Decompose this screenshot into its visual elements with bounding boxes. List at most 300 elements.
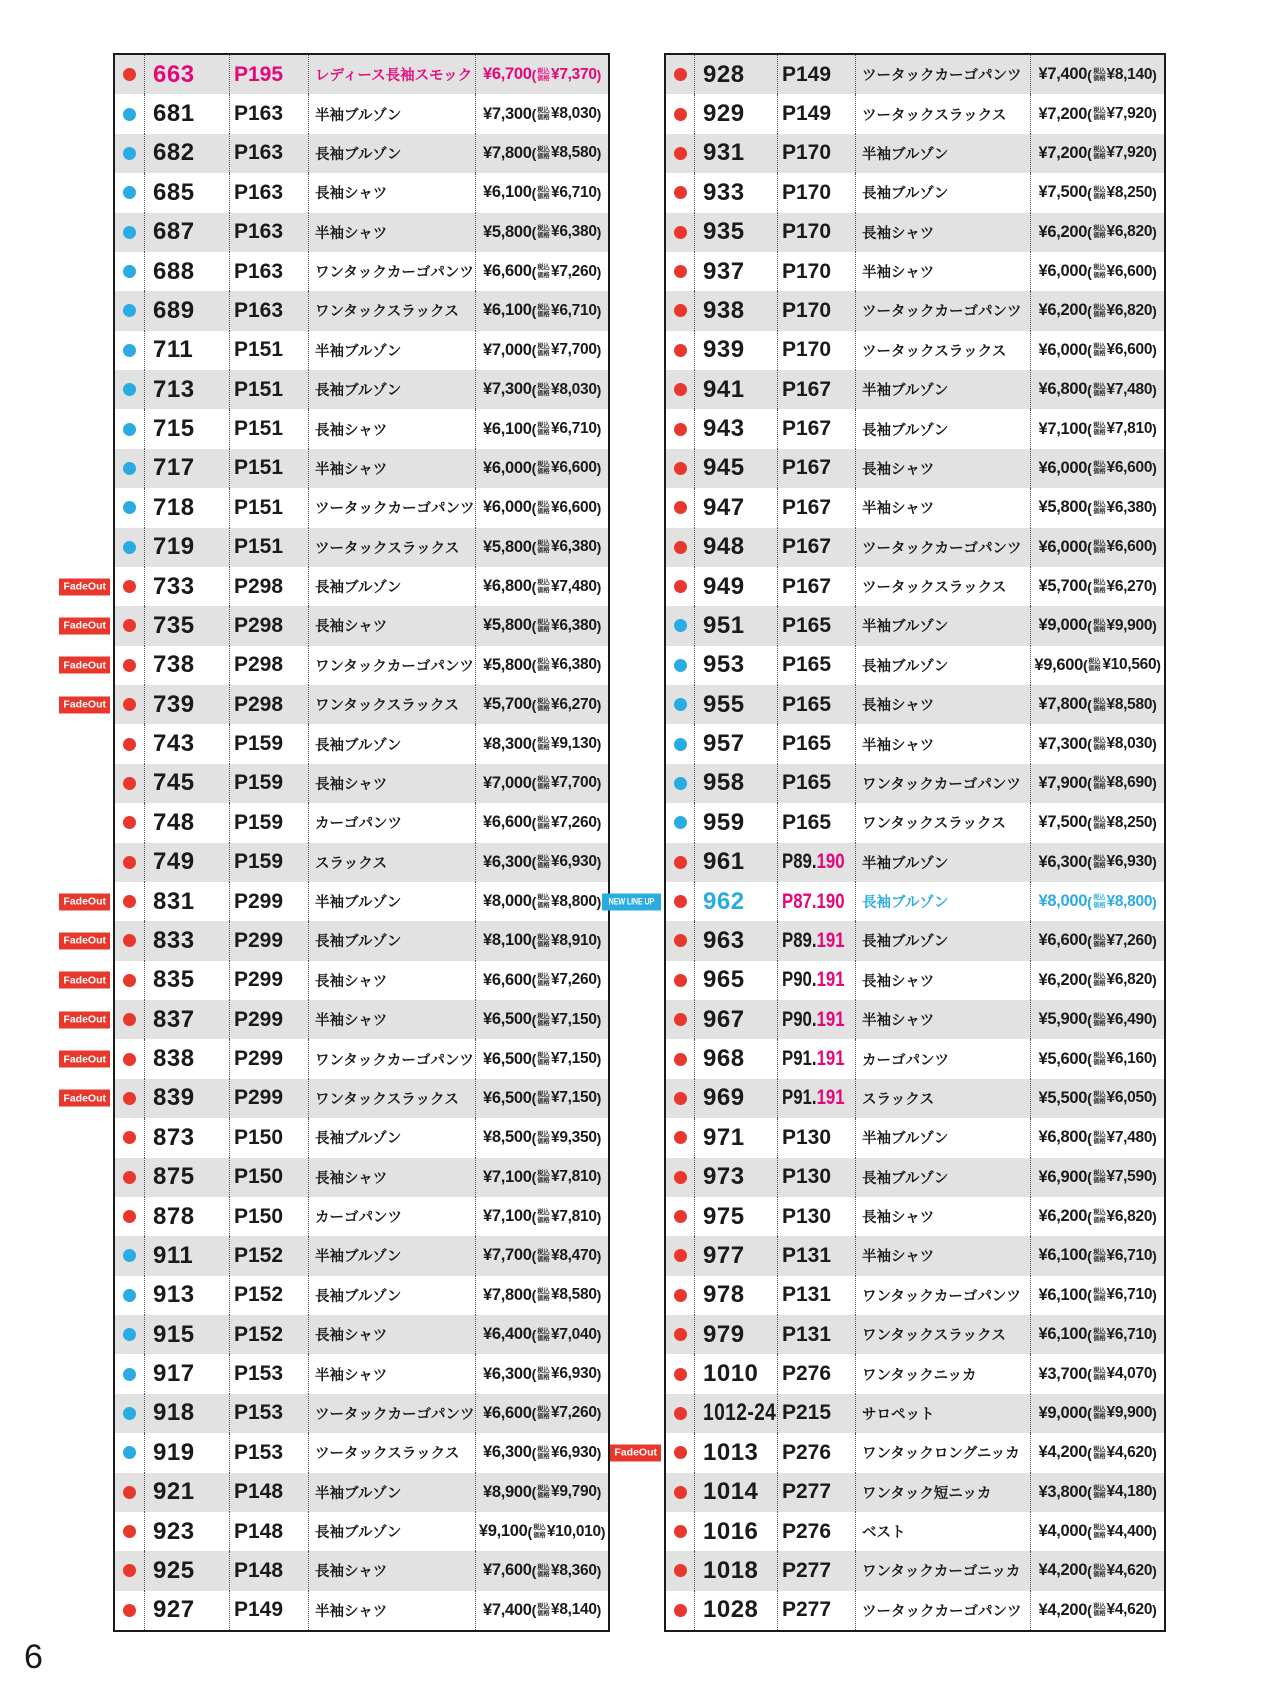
page-ref-text — [234, 260, 283, 284]
tax-label-line2: 価格 — [1092, 704, 1106, 712]
product-name: スラックス — [308, 843, 475, 882]
open-paren: ( — [1087, 224, 1092, 241]
open-paren: ( — [1087, 932, 1092, 949]
page-ref — [777, 291, 855, 330]
table-row — [115, 1236, 608, 1275]
price-cell — [1030, 1276, 1164, 1315]
price-tax-included: ¥8,800 — [1106, 892, 1153, 910]
close-paren: ) — [1152, 421, 1157, 438]
tax-label-line1: 税込 — [537, 1012, 550, 1020]
price-main: ¥9,600 — [1034, 655, 1083, 674]
tax-label-line2: 価格 — [537, 192, 550, 200]
price-main: ¥4,200 — [1038, 1443, 1088, 1462]
tax-included-label — [1093, 264, 1105, 278]
tax-label-line2: 価格 — [1092, 586, 1106, 594]
red-dot-icon — [123, 1131, 136, 1144]
open-paren: ( — [1087, 814, 1092, 831]
price-main: ¥7,100 — [1038, 419, 1088, 438]
price-cell — [1030, 1394, 1164, 1433]
product-number-text: 685 — [153, 178, 195, 206]
tax-label-line1: 税込 — [1092, 697, 1106, 705]
blue-dot-icon — [123, 1249, 136, 1262]
page-ref-main: P298 — [234, 692, 284, 716]
page-ref-main: P130 — [782, 1165, 832, 1189]
page-ref-main: P167 — [782, 574, 832, 598]
page-ref — [229, 134, 308, 173]
page-ref-text — [782, 1598, 831, 1622]
tax-label-line1: 税込 — [537, 1130, 550, 1138]
red-dot-icon — [674, 580, 687, 593]
dot-cell — [115, 134, 144, 173]
price-main: ¥6,800 — [1038, 1128, 1088, 1147]
tax-label-line1: 税込 — [1092, 736, 1106, 744]
page-ref — [229, 1551, 308, 1590]
page-ref-text — [234, 1559, 283, 1583]
product-name: 長袖ブルゾン — [308, 134, 475, 173]
tax-label-line1: 税込 — [537, 303, 550, 311]
price-cell — [475, 528, 608, 567]
close-paren: ) — [1152, 1247, 1157, 1264]
product-number-text: 878 — [153, 1202, 195, 1230]
price-tax-included: ¥7,260 — [551, 813, 597, 831]
price-tax-included: ¥6,820 — [1106, 301, 1153, 319]
page-ref-main: P151 — [234, 417, 284, 441]
dot-cell — [115, 1551, 144, 1590]
table-row — [115, 1315, 608, 1354]
page-ref — [777, 961, 855, 1000]
page-ref — [777, 724, 855, 763]
blue-dot-icon — [674, 738, 687, 751]
page-ref-main: P276 — [782, 1440, 832, 1464]
open-paren: ( — [1087, 893, 1092, 910]
page-ref-text — [782, 850, 845, 874]
close-paren: ) — [1152, 578, 1157, 595]
close-paren: ) — [596, 381, 602, 398]
price-main: ¥7,300 — [482, 380, 532, 399]
page-ref — [229, 488, 308, 527]
price-main: ¥5,800 — [482, 616, 532, 635]
tax-label-line1: 税込 — [1092, 1445, 1106, 1453]
open-paren: ( — [531, 1247, 537, 1264]
price-main: ¥6,000 — [482, 458, 532, 477]
page-ref-text — [234, 850, 283, 874]
dot-cell — [666, 1354, 694, 1393]
blue-dot-icon — [123, 1446, 136, 1459]
price-cell — [1030, 646, 1164, 685]
table-row — [666, 1000, 1164, 1039]
table-row — [666, 1118, 1164, 1157]
price-cell — [1030, 1315, 1164, 1354]
price-main: ¥6,500 — [482, 1088, 532, 1107]
page-ref-main: P163 — [234, 180, 284, 204]
price-main: ¥6,300 — [482, 1443, 532, 1462]
product-name: ツータックスラックス — [855, 331, 1030, 370]
table-row — [63, 1039, 608, 1078]
tax-label-line1: 税込 — [1092, 303, 1106, 311]
red-dot-icon — [123, 1486, 136, 1499]
price-tax-included: ¥8,140 — [1106, 65, 1153, 83]
close-paren: ) — [1152, 1562, 1157, 1579]
price-tax-included: ¥6,710 — [551, 183, 597, 201]
price-tax-included: ¥6,930 — [1106, 853, 1153, 871]
tax-included-label — [1093, 737, 1105, 751]
page-ref-text — [782, 496, 831, 520]
product-name: ツータックスラックス — [308, 1433, 475, 1472]
close-paren: ) — [596, 342, 602, 359]
fadeout-badge — [59, 1051, 110, 1068]
tax-included-label — [1093, 1249, 1105, 1263]
product-name: 長袖ブルゾン — [308, 370, 475, 409]
product-number-text: 918 — [153, 1399, 195, 1427]
close-paren: ) — [1152, 854, 1157, 871]
page-ref — [777, 882, 855, 921]
tax-included-label — [1093, 501, 1105, 515]
open-paren: ( — [1087, 578, 1092, 595]
badge-label: FadeOut — [63, 1053, 106, 1066]
tax-label-line2: 価格 — [1092, 350, 1106, 358]
page-ref-text — [782, 1283, 831, 1307]
table-row — [666, 843, 1164, 882]
close-paren: ) — [1152, 66, 1157, 83]
dot-cell — [115, 213, 144, 252]
open-paren: ( — [1087, 302, 1092, 319]
price-main: ¥6,400 — [482, 1325, 532, 1344]
page-ref-main: P277 — [782, 1598, 832, 1622]
price-main: ¥6,200 — [1038, 301, 1088, 320]
dot-cell — [115, 1118, 144, 1157]
table-row — [63, 1079, 608, 1118]
table-row — [666, 567, 1164, 606]
page-ref — [229, 1433, 308, 1472]
page-ref — [229, 1473, 308, 1512]
page-ref-text — [782, 1205, 831, 1229]
dot-cell — [666, 724, 694, 763]
price-tax-included: ¥7,260 — [551, 971, 597, 989]
price-main: ¥6,800 — [1038, 380, 1088, 399]
tax-label-line2: 価格 — [537, 1610, 550, 1618]
price-main: ¥6,000 — [1038, 340, 1088, 359]
tax-label-line1: 税込 — [1092, 146, 1106, 154]
page-ref — [777, 1433, 855, 1472]
open-paren: ( — [531, 1366, 537, 1383]
page-ref-text — [234, 1441, 283, 1465]
open-paren: ( — [1087, 1287, 1092, 1304]
product-number-text: 713 — [153, 375, 195, 403]
product-number — [144, 1551, 229, 1590]
price-main: ¥8,100 — [482, 931, 532, 950]
open-paren: ( — [1087, 1484, 1092, 1501]
tax-label-line2: 価格 — [537, 1452, 550, 1460]
price-cell — [475, 1000, 608, 1039]
close-paren: ) — [596, 1169, 602, 1186]
product-number-text: 962 — [703, 887, 745, 915]
price-tax-included: ¥7,920 — [1106, 144, 1153, 162]
dot-cell — [115, 843, 144, 882]
tax-label-line2: 価格 — [537, 1177, 550, 1185]
price-cell — [1030, 1354, 1164, 1393]
tax-label-line1: 税込 — [1092, 894, 1106, 902]
page-ref — [777, 55, 855, 94]
product-number — [694, 1512, 777, 1551]
close-paren: ) — [596, 106, 602, 123]
product-number — [694, 1158, 777, 1197]
close-paren: ) — [596, 696, 602, 713]
page-ref — [229, 1197, 308, 1236]
product-number-text: 935 — [703, 218, 745, 246]
table-row — [115, 409, 608, 448]
blue-dot-icon — [123, 541, 136, 554]
page-ref — [777, 843, 855, 882]
product-number-text: 873 — [153, 1123, 195, 1151]
product-number — [694, 291, 777, 330]
tax-label-line1: 税込 — [1092, 776, 1106, 784]
tax-label-line2: 価格 — [1092, 547, 1106, 555]
red-dot-icon — [674, 856, 687, 869]
dot-cell — [666, 567, 694, 606]
price-tax-included: ¥6,160 — [1106, 1050, 1153, 1068]
tax-included-label — [537, 1170, 549, 1184]
page-ref-text — [782, 614, 831, 638]
table-row — [63, 1000, 608, 1039]
close-paren: ) — [1152, 1011, 1157, 1028]
price-tax-included: ¥6,270 — [1106, 577, 1153, 595]
red-dot-icon — [674, 226, 687, 239]
page-ref-text — [234, 141, 283, 165]
page-ref-main: P159 — [234, 732, 284, 756]
price-cell — [475, 1079, 608, 1118]
price-cell — [1030, 1591, 1164, 1630]
dot-cell — [666, 1394, 694, 1433]
tax-included-label — [537, 461, 549, 475]
price-tax-included: ¥6,600 — [1106, 262, 1153, 280]
product-number-text: 977 — [703, 1241, 745, 1269]
open-paren: ( — [531, 381, 537, 398]
close-paren: ) — [1152, 696, 1157, 713]
page-ref-text — [234, 1126, 283, 1150]
dot-cell — [115, 409, 144, 448]
tax-label-line1: 税込 — [1092, 461, 1106, 469]
red-dot-icon — [123, 934, 136, 947]
product-number-text: 733 — [153, 572, 195, 600]
open-paren: ( — [531, 736, 537, 753]
red-dot-icon — [674, 462, 687, 475]
product-number-text: 957 — [703, 730, 745, 758]
tax-included-label — [1093, 1328, 1105, 1342]
tax-label-line2: 価格 — [537, 744, 550, 752]
tax-included-label — [1089, 658, 1101, 672]
dot-cell — [115, 291, 144, 330]
price-cell — [1030, 1433, 1164, 1472]
product-number — [694, 567, 777, 606]
page-ref-text — [782, 1244, 831, 1268]
red-dot-icon — [674, 68, 687, 81]
price-main: ¥5,700 — [482, 695, 532, 714]
price-main: ¥6,100 — [482, 183, 532, 202]
close-paren: ) — [596, 775, 602, 792]
close-paren: ) — [596, 1366, 602, 1383]
price-tax-included: ¥6,600 — [551, 459, 597, 477]
price-tax-included: ¥8,250 — [1106, 183, 1153, 201]
tax-label-line1: 税込 — [1092, 933, 1106, 941]
product-number — [144, 606, 229, 645]
product-number — [144, 449, 229, 488]
tax-label-line2: 価格 — [1092, 1295, 1106, 1303]
tax-label-line2: 価格 — [537, 901, 550, 909]
price-tax-included: ¥6,710 — [1106, 1286, 1153, 1304]
product-number-text: 831 — [153, 887, 195, 915]
page-ref-text — [234, 496, 283, 520]
product-number — [144, 1118, 229, 1157]
page-ref — [229, 1079, 308, 1118]
page-ref — [777, 685, 855, 724]
tax-included-label — [1093, 1288, 1105, 1302]
product-name: 半袖ブルゾン — [855, 1118, 1030, 1157]
product-number — [144, 882, 229, 921]
tax-included-label — [537, 934, 549, 948]
open-paren: ( — [531, 539, 537, 556]
product-number — [694, 488, 777, 527]
price-main: ¥5,800 — [1038, 498, 1088, 517]
open-paren: ( — [1087, 1523, 1092, 1540]
page-ref-main: P170 — [782, 338, 832, 362]
price-main: ¥6,500 — [482, 1049, 532, 1068]
tax-included-label — [537, 225, 549, 239]
page-ref-main: P131 — [782, 1322, 832, 1346]
page-ref-text — [782, 1008, 845, 1032]
page-ref — [229, 1039, 308, 1078]
tax-label-line2: 価格 — [533, 1531, 546, 1539]
product-number-text: 739 — [153, 690, 195, 718]
red-dot-icon — [123, 1525, 136, 1538]
page-ref-text — [782, 220, 831, 244]
table-row — [666, 1197, 1164, 1236]
close-paren: ) — [1152, 1444, 1157, 1461]
dot-cell — [115, 1236, 144, 1275]
tax-label-line1: 税込 — [1092, 343, 1106, 351]
product-number-text: 973 — [703, 1163, 745, 1191]
tax-included-label — [537, 894, 549, 908]
table-row — [115, 488, 608, 527]
price-main: ¥7,800 — [482, 143, 532, 162]
price-cell — [1030, 1118, 1164, 1157]
page-ref-text — [782, 1086, 845, 1110]
page-ref-main: P165 — [782, 653, 832, 677]
tax-included-label — [537, 1446, 549, 1460]
tax-label-line2: 価格 — [537, 586, 550, 594]
product-number — [694, 173, 777, 212]
page-ref-main: P299 — [234, 1086, 284, 1110]
product-number-text: 748 — [153, 808, 195, 836]
page-ref-main: P151 — [234, 338, 284, 362]
page-ref — [229, 843, 308, 882]
red-dot-icon — [674, 1525, 687, 1538]
close-paren: ) — [596, 1602, 602, 1619]
tax-label-line1: 税込 — [537, 1563, 550, 1571]
table-row — [666, 1354, 1164, 1393]
price-tax-included: ¥7,150 — [551, 1050, 597, 1068]
price-tax-included: ¥7,260 — [551, 262, 597, 280]
product-number-text: 743 — [153, 730, 195, 758]
product-number — [694, 1354, 777, 1393]
close-paren: ) — [1152, 932, 1157, 949]
page-ref-text — [234, 1205, 283, 1229]
price-cell — [475, 724, 608, 763]
tax-label-line2: 価格 — [537, 665, 550, 673]
product-number-text: 837 — [153, 1005, 195, 1033]
tax-label-line2: 価格 — [1092, 468, 1106, 476]
dot-cell — [666, 449, 694, 488]
fadeout-badge — [59, 972, 110, 989]
product-number-text: 969 — [703, 1084, 745, 1112]
tax-label-line1: 税込 — [537, 973, 550, 981]
page-ref — [229, 331, 308, 370]
price-cell — [475, 331, 608, 370]
product-number — [694, 252, 777, 291]
page-ref-highlight: 191 — [816, 1007, 845, 1031]
dot-cell — [115, 724, 144, 763]
dot-cell — [666, 1236, 694, 1275]
tax-included-label — [537, 68, 549, 82]
page-ref-main: P148 — [234, 1519, 284, 1543]
tax-label-line1: 税込 — [1092, 973, 1106, 981]
page-ref — [229, 961, 308, 1000]
price-main: ¥7,100 — [482, 1167, 532, 1186]
tax-included-label — [537, 1091, 549, 1105]
table-row — [115, 1197, 608, 1236]
price-cell — [1030, 409, 1164, 448]
page-ref-main: P151 — [234, 456, 284, 480]
close-paren: ) — [596, 657, 602, 674]
page-ref-text — [782, 653, 831, 677]
product-name: 長袖シャツ — [308, 961, 475, 1000]
page-ref — [229, 1118, 308, 1157]
page-ref-main: P150 — [234, 1125, 284, 1149]
price-main: ¥7,300 — [1038, 734, 1088, 753]
tax-label-line2: 価格 — [537, 1059, 550, 1067]
page-ref-text — [782, 771, 831, 795]
tax-label-line1: 税込 — [1092, 855, 1106, 863]
price-cell — [1030, 1197, 1164, 1236]
fadeout-badge — [59, 696, 110, 713]
page-ref-text — [234, 929, 283, 953]
product-number-text: 681 — [153, 100, 195, 128]
product-number-text: 931 — [703, 139, 745, 167]
product-number — [694, 1315, 777, 1354]
blue-dot-icon — [123, 108, 136, 121]
close-paren: ) — [596, 302, 602, 319]
tax-included-label — [537, 737, 549, 751]
price-tax-included: ¥6,820 — [1106, 971, 1153, 989]
page-ref-text — [234, 1244, 283, 1268]
close-paren: ) — [1152, 1169, 1157, 1186]
tax-included-label — [1093, 461, 1105, 475]
product-number — [694, 843, 777, 882]
table-row — [666, 921, 1164, 960]
tax-label-line2: 価格 — [537, 74, 550, 82]
product-name: 長袖ブルゾン — [855, 882, 1030, 921]
tax-included-label — [537, 1564, 549, 1578]
new-lineup-badge — [602, 893, 661, 910]
tax-label-line1: 税込 — [537, 1209, 550, 1217]
page-ref-text — [234, 299, 283, 323]
price-main: ¥7,400 — [482, 1600, 532, 1619]
blue-dot-icon — [123, 186, 136, 199]
product-number-text: 875 — [153, 1163, 195, 1191]
tax-included-label — [1093, 540, 1105, 554]
price-tax-included: ¥8,360 — [551, 1561, 597, 1579]
tax-label-line1: 税込 — [1092, 1248, 1106, 1256]
tax-label-line2: 価格 — [537, 1137, 550, 1145]
